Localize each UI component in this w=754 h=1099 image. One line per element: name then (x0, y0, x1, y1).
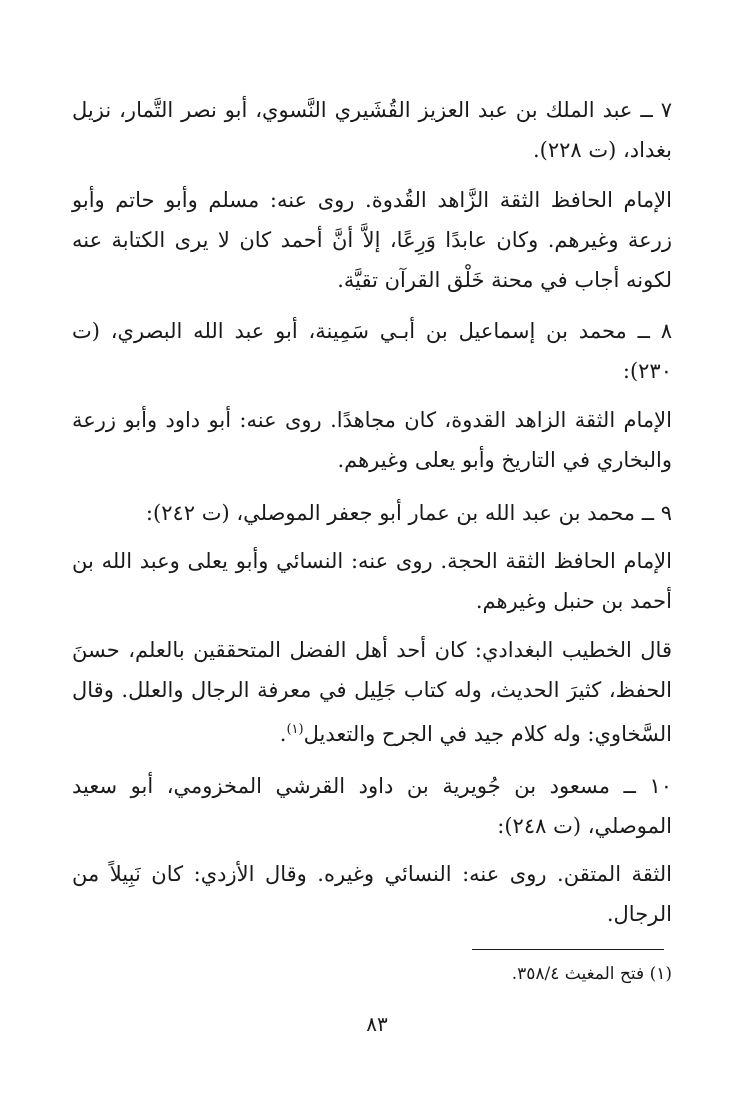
entry-10-heading: ١٠ ــ مسعود بن جُويرية بن داود القرشي المخزومي، أبو سعيد الموصلي، (ت ٢٤٨): (72, 774, 672, 838)
entry-9-heading: ٩ ــ محمد بن عبد الله بن عمار أبو جعفر الموصلي، (ت ٢٤٢): (145, 501, 672, 525)
page-number: ٨٣ (366, 1012, 388, 1036)
entry-8-body: الإمام الثقة الزاهد القدوة، كان مجاهدًا. روى عنه: أبو داود وأبو زرعة والبخاري في التاريخ وأبو يعلى وغيرهم. (72, 408, 672, 472)
footnote-reference: (١) (286, 722, 304, 737)
khatib-quote-text: قال الخطيب البغدادي: كان أحد أهل الفضل المتحققين بالعلم، حسنَ الحفظ، كثيرَ الحديث، وله كتاب جَلِيل في معرفة الرجال والعلل. وقال السَّخاوي: وله كلام جيد في الجرح والتعديل (72, 638, 672, 746)
entry-7-heading: ٧ ــ عبد الملك بن عبد العزيز القُشَيري النَّسوي، أبو نصر التَّمار، نزيل بغداد، (ت ٢٢٨). (72, 98, 672, 162)
quote-terminator: . (279, 722, 287, 746)
entry-7-body: الإمام الحافظ الثقة الزَّاهد القُدوة. روى عنه: مسلم وأبو حاتم وأبو زرعة وغيرهم. وكان عابدًا وَرِعًا، إلاَّ أنَّ أحمد كان لا يرى الكتابة عنه لكونه أجاب في محنة خَلْق القرآن تقيَّة. (72, 188, 672, 292)
entry-10-body: الثقة المتقن. روى عنه: النسائي وغيره. وقال الأزدي: كان نَبِيلاً من الرجال. (72, 862, 672, 926)
entry-8-heading: ٨ ــ محمد بن إسماعيل بن أبـي سَمِينة، أبو عبد الله البصري، (ت ٢٣٠): (72, 319, 672, 383)
footnote-divider (472, 949, 664, 950)
entry-9-body: الإمام الحافظ الثقة الحجة. روى عنه: النسائي وأبو يعلى وعبد الله بن أحمد بن حنبل وغيرهم. (72, 549, 672, 613)
entry-9-khatib-quote (72, 630, 672, 754)
footnote: (١) فتح المغيث ٣٥٨/٤. (511, 964, 672, 984)
